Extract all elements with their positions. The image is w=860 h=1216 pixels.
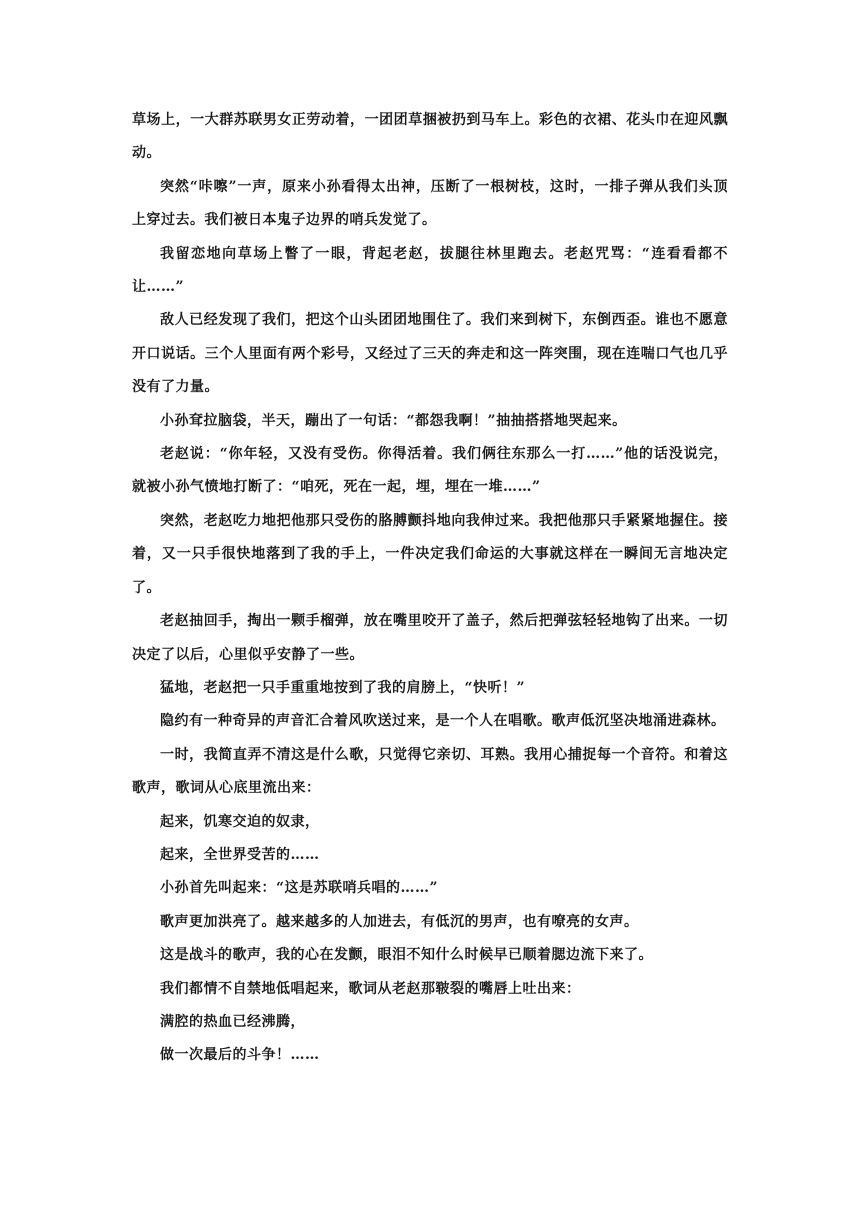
song-lyric-line: 起来，饥寒交迫的奴隶，	[160, 813, 320, 830]
paragraph: 草场上，一大群苏联男女正劳动着，一团团草捆被扔到马车上。彩色的衣裙、花头巾在迎风飘动。	[132, 112, 728, 162]
paragraph: 歌声更加洪亮了。越来越多的人加进去，有低沉的男声，也有嘹亮的女声。	[160, 913, 639, 930]
paragraph: 小孙耷拉脑袋，半天，蹦出了一句话：“都怨我啊！”抽抽搭搭地哭起来。	[160, 412, 627, 429]
paragraph: 猛地，老赵把一只手重重地按到了我的肩膀上，“快听！”	[160, 679, 526, 696]
paragraph: 我留恋地向草场上瞥了一眼，背起老赵，拔腿往林里跑去。老赵咒骂：“连看看都不让……”	[132, 245, 728, 296]
paragraph: 一时，我简直弄不清这是什么歌，只觉得它亲切、耳熟。我用心捕捉每一个音符。和着这歌声，歌词从心底里流出来：	[132, 746, 728, 797]
paragraph: 我们都情不自禁地低唱起来，歌词从老赵那皲裂的嘴唇上吐出来：	[160, 980, 581, 997]
paragraph: 突然，老赵吃力地把他那只受伤的胳膊颤抖地向我伸过来。我把他那只手紧紧地握住。接着，又一只手很快地落到了我的手上，一件决定我们命运的大事就这样在一瞬间无言地决定了。	[132, 512, 728, 596]
paragraph: 敌人已经发现了我们，把这个山头团团地围住了。我们来到树下，东倒西歪。谁也不愿意开口说话。三个人里面有两个彩号，又经过了三天的奔走和这一阵突围，现在连喘口气也几乎没有了力量。	[132, 312, 728, 396]
paragraph: 小孙首先叫起来：“这是苏联哨兵唱的……”	[160, 880, 439, 897]
song-lyric-line: 做一次最后的斗争！……	[160, 1047, 320, 1064]
paragraph: 突然“咔嚓”一声，原来小孙看得太出神，压断了一根树枝，这时，一排子弹从我们头顶上穿过去。我们被日本鬼子边界的哨兵发觉了。	[132, 178, 728, 229]
song-lyric-line: 满腔的热血已经沸腾，	[160, 1013, 305, 1030]
song-lyric-line: 起来，全世界受苦的……	[160, 846, 320, 863]
paragraph: 这是战斗的歌声，我的心在发颤，眼泪不知什么时候早已顺着腮边流下来了。	[160, 947, 653, 964]
story-text	[132, 104, 728, 1073]
paragraph: 老赵说：“你年轻，又没有受伤。你得活着。我们俩往东那么一打……”他的话没说完，就被小孙气愤地打断了：“咱死，死在一起，埋，埋在一堆……”	[132, 446, 728, 496]
paragraph: 老赵抽回手，掏出一颗手榴弹，放在嘴里咬开了盖子，然后把弹弦轻轻地钩了出来。一切决定了以后，心里似乎安静了一些。	[132, 613, 728, 663]
paragraph: 隐约有一种奇异的声音汇合着风吹送过来，是一个人在唱歌。歌声低沉坚决地涌进森林。	[160, 713, 726, 730]
